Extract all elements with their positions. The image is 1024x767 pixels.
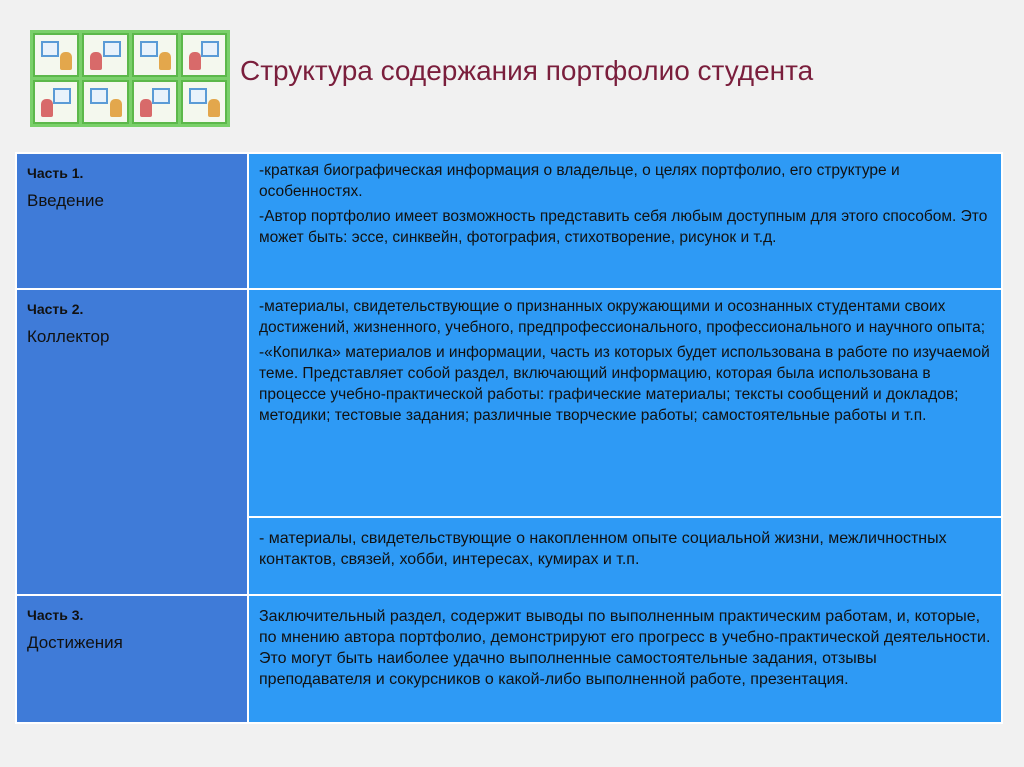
part-number: Часть 2. (27, 301, 84, 317)
content-cell (248, 153, 1002, 289)
part-number: Часть 3. (27, 607, 84, 623)
content-cell (248, 289, 1002, 517)
table-row-part-3 (16, 595, 1002, 723)
content-paragraph: -«Копилка» материалов и информации, часть из которых будет использована в работе по изучаемой теме. Представляет собой раздел, включающий информацию, которая была использована в процессе учебно-практической работы: графические материалы; тексты сообщений и докладов; методики; тестовые задания; различные творческие работы; самостоятельные работы и т.п. (259, 344, 990, 424)
content-paragraph: Заключительный раздел, содержит выводы по выполненным практическим работам, и, которые, по мнению автора портфолио, демонстрируют его прогресс в учебно-практической деятельности. Это могут быть наиболее удачно выполненные самостоятельные задания, отзывы преподавателя и сокурсников о какой-либо выполненной работе, презентация. (259, 608, 991, 688)
thumbnail-page (181, 80, 227, 124)
thumbnail-page (132, 33, 178, 77)
section-name: Введение (27, 191, 104, 210)
thumbnail-page (181, 33, 227, 77)
portfolio-structure-table (15, 152, 1003, 724)
thumbnail-page (82, 33, 128, 77)
content-cell (248, 595, 1002, 723)
content-paragraph: -краткая биографическая информация о владельце, о целях портфолио, его структуре и особенностях. (259, 162, 900, 200)
content-cell (248, 517, 1002, 595)
section-name: Достижения (27, 633, 123, 652)
content-paragraph: - материалы, свидетельствующие о накопленном опыте социальной жизни, межличностных контактов, связей, хобби, интересах, кумирах и т.п. (259, 530, 947, 568)
section-name: Коллектор (27, 327, 110, 346)
part-number: Часть 1. (27, 165, 84, 181)
table-row-part-1 (16, 153, 1002, 289)
content-paragraph: -Автор портфолио имеет возможность представить себя любым доступным для этого способом. Это может быть: эссе, синквейн, фотография, стихотворение, рисунок и т.д. (259, 208, 988, 246)
thumbnail-page (132, 80, 178, 124)
thumbnail-page (33, 80, 79, 124)
slide-title: Структура содержания портфолио студента (240, 55, 814, 86)
part-cell (16, 289, 248, 595)
thumbnail-page (82, 80, 128, 124)
portfolio-thumbnail-image (30, 30, 230, 127)
content-paragraph: -материалы, свидетельствующие о признанных окружающими и осознанных студентами своих достижений, жизненного, учебного, предпрофессионального, профессионального и научного опыта; (259, 298, 986, 336)
table-row-part-2 (16, 289, 1002, 517)
part-cell (16, 595, 248, 723)
part-cell (16, 153, 248, 289)
thumbnail-page (33, 33, 79, 77)
